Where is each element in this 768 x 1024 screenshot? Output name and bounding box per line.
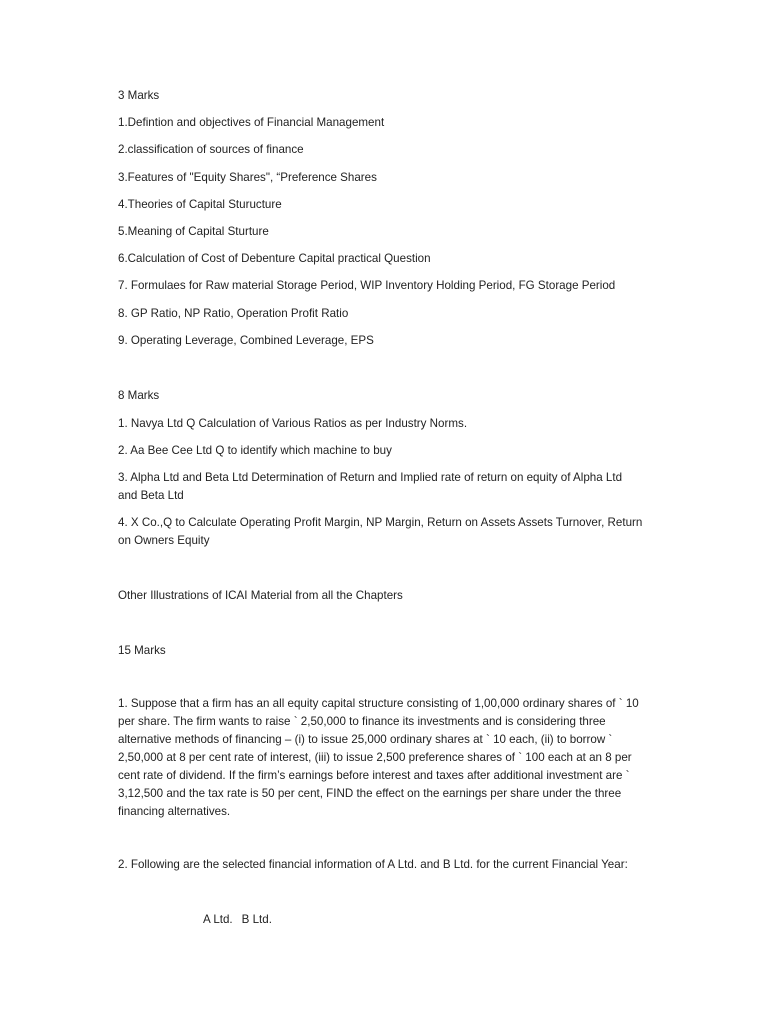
paragraph-line: cent rate of dividend. If the firm’s earnings before interest and taxes after additional investment are ` — [118, 769, 630, 782]
list-item: 6.Calculation of Cost of Debenture Capital practical Question — [118, 252, 431, 265]
list-item: 5.Meaning of Capital Sturture — [118, 225, 269, 238]
other-illustrations-text: Other Illustrations of ICAI Material from all the Chapters — [118, 589, 403, 602]
list-item: 2. Aa Bee Cee Ltd Q to identify which machine to buy — [118, 444, 392, 457]
table-header-row — [203, 911, 272, 929]
paragraph-line: 3,12,500 and the tax rate is 50 per cent, FIND the effect on the earnings per share under the three — [118, 787, 622, 800]
list-item: 4.Theories of Capital Sturucture — [118, 198, 282, 211]
list-item: 2.classification of sources of finance — [118, 143, 304, 156]
list-item-multiline — [118, 514, 658, 550]
question-1-paragraph — [118, 695, 658, 821]
table-column-header: B Ltd. — [241, 913, 272, 926]
list-item-line: and Beta Ltd — [118, 489, 184, 502]
list-item: 9. Operating Leverage, Combined Leverage, EPS — [118, 334, 374, 347]
list-item: 1. Navya Ltd Q Calculation of Various Ratios as per Industry Norms. — [118, 417, 468, 430]
list-item-line: 3. Alpha Ltd and Beta Ltd Determination of Return and Implied rate of return on equity of Alpha Ltd — [118, 471, 623, 484]
list-item: 1.Defintion and objectives of Financial Management — [118, 116, 385, 129]
list-item: 3.Features of "Equity Shares", “Preference Shares — [118, 171, 377, 184]
list-item-line: on Owners Equity — [118, 534, 210, 547]
table-column-header: A Ltd. — [203, 913, 233, 926]
list-item: 8. GP Ratio, NP Ratio, Operation Profit Ratio — [118, 307, 349, 320]
paragraph-line: per share. The firm wants to raise ` 2,50,000 to finance its investments and is considering three — [118, 715, 606, 728]
heading-8-marks: 8 Marks — [118, 389, 160, 402]
paragraph-line: 2,50,000 at 8 per cent rate of interest, (iii) to issue 2,500 preference shares of ` 100 each at an 8 per — [118, 751, 632, 764]
paragraph-line: alternative methods of financing – (i) to issue 25,000 ordinary shares at ` 10 each, (ii) to borrow ` — [118, 733, 613, 746]
question-2-text: 2. Following are the selected financial information of A Ltd. and B Ltd. for the current Financial Year: — [118, 858, 628, 871]
list-item-line: 4. X Co.,Q to Calculate Operating Profit Margin, NP Margin, Return on Assets Assets Turnover, Return — [118, 516, 643, 529]
heading-3-marks: 3 Marks — [118, 89, 160, 102]
paragraph-line: 1. Suppose that a firm has an all equity capital structure consisting of 1,00,000 ordinary shares of ` 10 — [118, 697, 639, 710]
paragraph-line: financing alternatives. — [118, 805, 231, 818]
heading-15-marks: 15 Marks — [118, 644, 166, 657]
list-item-multiline — [118, 469, 658, 505]
list-item: 7. Formulaes for Raw material Storage Period, WIP Inventory Holding Period, FG Storage Period — [118, 279, 616, 292]
